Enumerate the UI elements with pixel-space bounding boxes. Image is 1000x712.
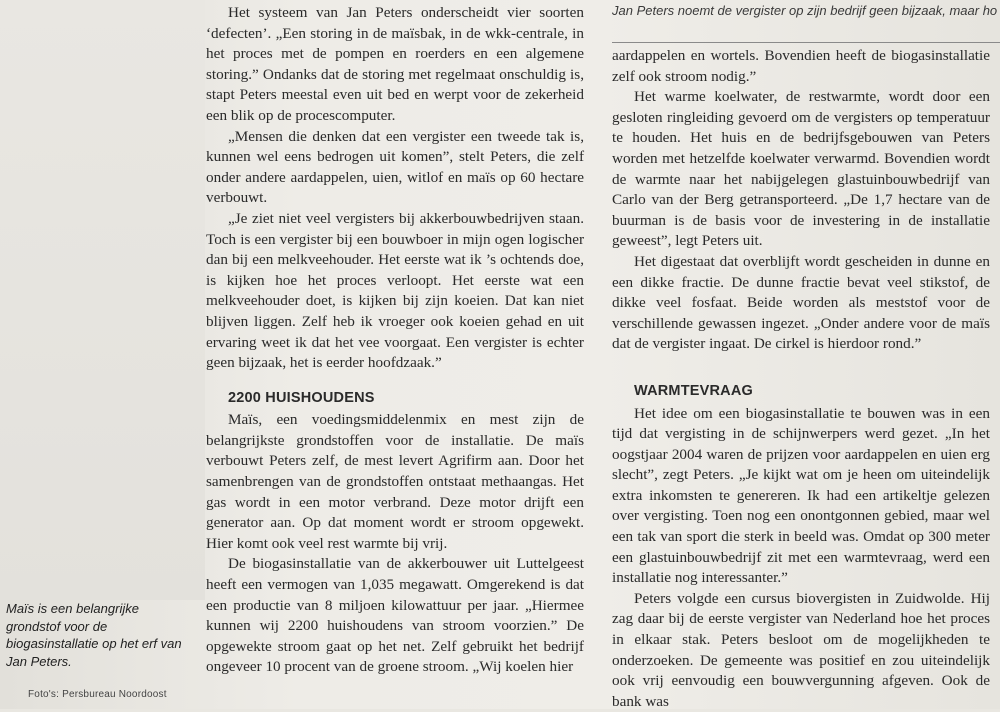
section-heading: 2200 HUISHOUDENS	[228, 389, 375, 406]
divider-rule	[612, 42, 1000, 43]
paragraph: De biogasinstallatie van de akkerbouwer uit Luttelgeest heeft een vermogen van 1,035 megawatt. Omgerekend is dat een productie van 8 miljoen kilowattuur per jaar. „Hiermee kunnen wij 2200 huishoudens van stroom voorzien.” De opgewekte stroom gaat op het net. Zelf gebruikt het bedrijf ongeveer 10 procent van de groene stroom. „Wij koelen hier	[206, 555, 584, 676]
paragraph: Het digestaat dat overblijft wordt gescheiden in dunne en een dikke fractie. De dunne fractie bevat veel stikstof, de dikke veel fosfaat. Beide worden als meststof voor de verschillende gewassen ingezet. „Onder andere voor de maïs dat de vergister ingaat. De cirkel is hierdoor rond.”	[612, 252, 990, 353]
section-heading: WARMTEVRAAG	[634, 382, 754, 399]
photo-bleed-area	[0, 0, 205, 600]
paragraph: Maïs, een voedingsmiddelenmix en mest zijn de belangrijkste grondstoffen voor de installatie. De maïs verbouwt Peters zelf, de mest levert Agrifirm aan. Door het samenbrengen van de grondstoffen ontstaat methaangas. Het gas wordt in een motor verbrand. Deze motor drijft een generator aan. Op dat moment wordt er stroom opgewekt. Hier komt ook veel rest warmte bij vrij.	[206, 411, 584, 552]
article-column-right	[612, 46, 990, 712]
paragraph: Peters volgde een cursus biovergisten in Zuidwolde. Hij zag daar bij de eerste vergister van Nederland hoe het proces in elkaar stak. Peters besloot om de mogelijkheden te onderzoeken. De gemeente was positief en zou uiteindelijk ook vrij eenvoudig een bouwvergunning afgeven. Ook de bank was	[612, 589, 990, 710]
paragraph: „Mensen die denken dat een vergister een tweede tak is, kunnen wel eens bedrogen uit komen”, stelt Peters, die zelf onder andere aardappelen, uien, witlof en maïs op 60 hectare verbouwt.	[206, 127, 584, 207]
paragraph: Het systeem van Jan Peters onderscheidt vier soorten ‘defecten’. „Een storing in de maïsbak, in de wkk-centrale, in het proces met de pompen en roerders en een algemene storing.” Ondanks dat de storing met regelmaat onschuldig is, stapt Peters meestal even uit bed en werpt voor de zekerheid een blik op de procescomputer.	[206, 4, 584, 124]
paragraph: aardappelen en wortels. Bovendien heeft de biogasinstallatie zelf ook stroom nodig.”	[612, 47, 990, 85]
photo-caption: Maïs is een belangrijke grondstof voor de biogasinstallatie op het erf van Jan Peters.	[6, 601, 182, 669]
running-head: Jan Peters noemt de vergister op zijn bedrijf geen bijzaak, maar ho	[612, 3, 998, 18]
article-column-middle	[206, 3, 584, 678]
paragraph: Het warme koelwater, de restwarmte, wordt door een gesloten ringleiding gevoerd om de vergisters op temperatuur te houden. Het huis en de bedrijfsgebouwen van Peters worden met hetzelfde koelwater verwarmd. Bovendien wordt de warmte naar het nabijgelegen glastuinbouwbedrijf van Carlo van der Berg getransporteerd. „De 1,7 hectare van de buurman is de basis voor de investering in de installatie geweest”, legt Peters uit.	[612, 88, 990, 250]
photo-credit: Foto's: Persbureau Noordoost	[28, 689, 167, 700]
paragraph: „Je ziet niet veel vergisters bij akkerbouwbedrijven staan. Toch is een vergister bij een bouwboer in mijn ogen logischer dan bij een melkveehouder. Het eerste wat ik ’s ochtends doe, is kijken hoe het proces verloopt. Het eerste wat een melkveehouder doet, is kijken bij zijn koeien. Dat kan niet blijven liggen. Zelf heb ik vroeger ook koeien gehad en uit ervaring weet ik dat het vee voorgaat. Een vergister is echter geen bijzaak, het is eerder hoofdzaak.”	[206, 209, 584, 372]
paragraph: Het idee om een biogasinstallatie te bouwen was in een tijd dat vergisting in de schijnwerpers werd gezet. „In het oogstjaar 2004 waren de prijzen voor aardappelen en uien erg slecht”, zegt Peters. „Je kijkt wat om je heen om uiteindelijk extra inkomsten te genereren. Ik had een artikeltje gelezen over vergisting. Toen nog een onontgonnen gebied, maar wel een tak van sport die sterk in beeld was. Omdat op 300 meter een glastuinbouwbedrijf zit met een warmtevraag, werd een installatie nog interessanter.”	[612, 404, 990, 587]
